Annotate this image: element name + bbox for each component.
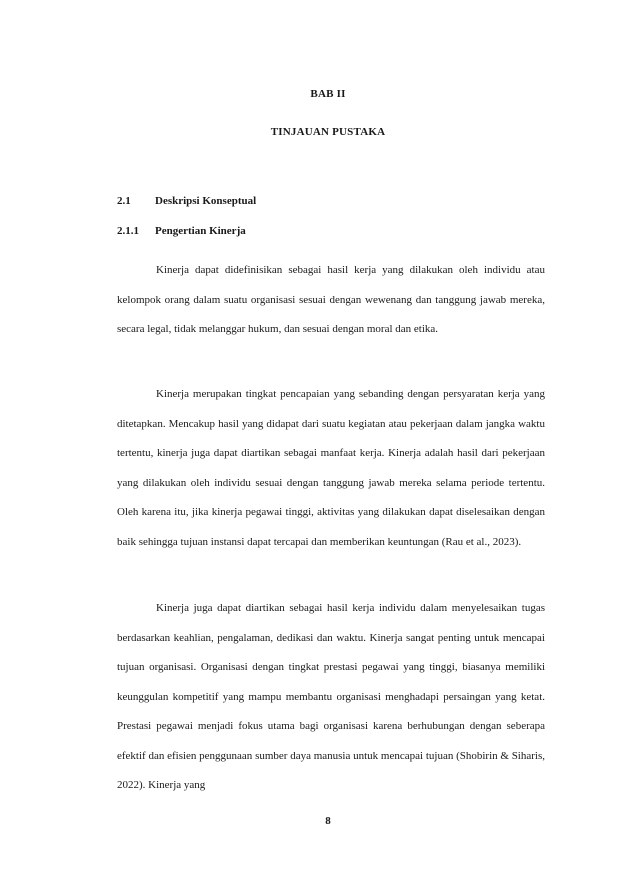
section-title: Deskripsi Konseptual: [155, 195, 257, 207]
body-paragraph: Kinerja juga dapat diartikan sebagai hasil kerja individu dalam menyelesaikan tugas berdasarkan keahlian, pengalaman, dedikasi dan waktu. Kinerja sangat penting untuk mencapai tujuan organisasi. Organisasi dengan tingkat prestasi pegawai yang tinggi, biasanya memiliki keunggulan kompetitif yang mampu membantu organisasi menghadapi persaingan yang ketat. Prestasi pegawai menjadi fokus utama bagi organisasi karena berhubungan dengan seberapa efektif dan efisien penggunaan sumber daya manusia untuk mencapai tujuan (Shobirin & Siharis, 2022). Kinerja yang: [117, 602, 545, 791]
subsection-title: Pengertian Kinerja: [155, 225, 246, 237]
chapter-number: BAB II: [310, 88, 346, 100]
body-paragraph: Kinerja dapat didefinisikan sebagai hasil kerja yang dilakukan oleh individu atau kelompok orang dalam suatu organisasi sesuai dengan wewenang dan tanggung jawab mereka, secara legal, tidak melanggar hukum, dan sesuai dengan moral dan etika.: [117, 264, 545, 335]
chapter-title: TINJAUAN PUSTAKA: [270, 126, 386, 138]
section-heading: [117, 195, 256, 207]
subsection-number: 2.1.1: [117, 225, 139, 237]
page-number: 8: [325, 815, 331, 827]
section-number: 2.1: [117, 195, 131, 207]
subsection-heading: [117, 225, 246, 237]
body-paragraph: Kinerja merupakan tingkat pencapaian yang sebanding dengan persyaratan kerja yang ditetapkan. Mencakup hasil yang didapat dari suatu kegiatan atau pekerjaan dalam jangka waktu tertentu, kinerja juga dapat diartikan sebagai manfaat kerja. Kinerja adalah hasil dari pekerjaan yang dilakukan oleh individu sesuai dengan tanggung jawab mereka selama periode tertentu. Oleh karena itu, jika kinerja pegawai tinggi, aktivitas yang dilakukan dapat diselesaikan dengan baik sehingga tujuan instansi dapat tercapai dan memberikan keuntungan (Rau et al., 2023).: [117, 388, 545, 548]
